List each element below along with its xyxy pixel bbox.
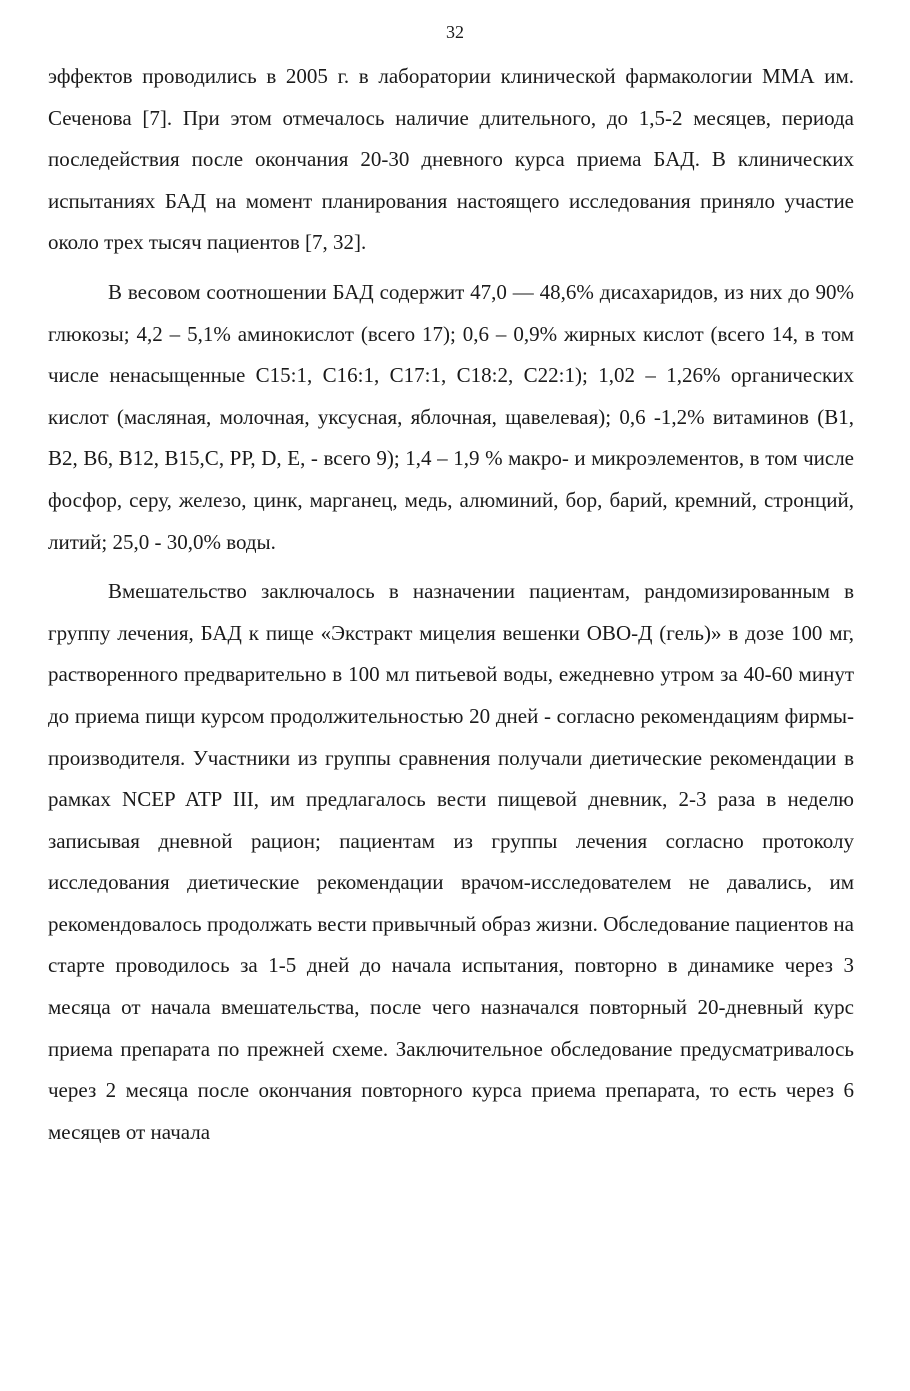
- paragraph-trial-history: эффектов проводились в 2005 г. в лаборатории клинической фармакологии ММА им. Сеченова [7]. При этом отмечалось наличие длительного, до 1,5-2 месяцев, периода последействия после окончания 20-30 дневного курса приема БАД. В клинических испытаниях БАД на момент планирования настоящего исследования приняло участие около трех тысяч пациентов [7, 32].: [48, 64, 854, 255]
- page-number: 32: [446, 22, 464, 42]
- paragraph-composition: В весовом соотношении БАД содержит 47,0 — 48,6% дисахаридов, из них до 90% глюкозы; 4,2 – 5,1% аминокислот (всего 17); 0,6 – 0,9% жирных кислот (всего 14, в том числе ненасыщенные С15:1, С16:1, С17:1, С18:2, С22:1); 1,02 – 1,26% органических кислот (масляная, молочная, уксусная, яблочная, щавелевая); 0,6 -1,2% витаминов (В1, В2, В6, В12, В15,С, РР, D, Е, - всего 9); 1,4 – 1,9 % макро- и микроэлементов, в том числе фосфор, серу, железо, цинк, марганец, медь, алюминий, бор, барий, кремний, стронций, литий; 25,0 - 30,0% воды.: [48, 279, 854, 554]
- paragraph-intervention: Вмешательство заключалось в назначении пациентам, рандомизированным в группу лечения, БАД к пище «Экстракт мицелия вешенки ОВО-Д (гель)» в дозе 100 мг, растворенного предварительно в 100 мл питьевой воды, ежедневно утром за 40-60 минут до приема пищи курсом продолжительностью 20 дней - согласно рекомендациям фирмы-производителя. Участники из группы сравнения получали диетические рекомендации в рамках NCEP ATP III, им предлагалось вести пищевой дневник, 2-3 раза в неделю записывая дневной рацион; пациентам из группы лечения согласно протоколу исследования диетические рекомендации врачом-исследователем не давались, им рекомендовалось продолжать вести привычный образ жизни. Обследование пациентов на старте проводилось за 1-5 дней до начала испытания, повторно в динамике через 3 месяца от начала вмешательства, после чего назначался повторный 20-дневный курс приема препарата по прежней схеме. Заключительное обследование предусматривалось через 2 месяца после окончания повторного курса приема препарата, то есть через 6 месяцев от начала: [48, 579, 854, 1144]
- body-text: [48, 56, 854, 1153]
